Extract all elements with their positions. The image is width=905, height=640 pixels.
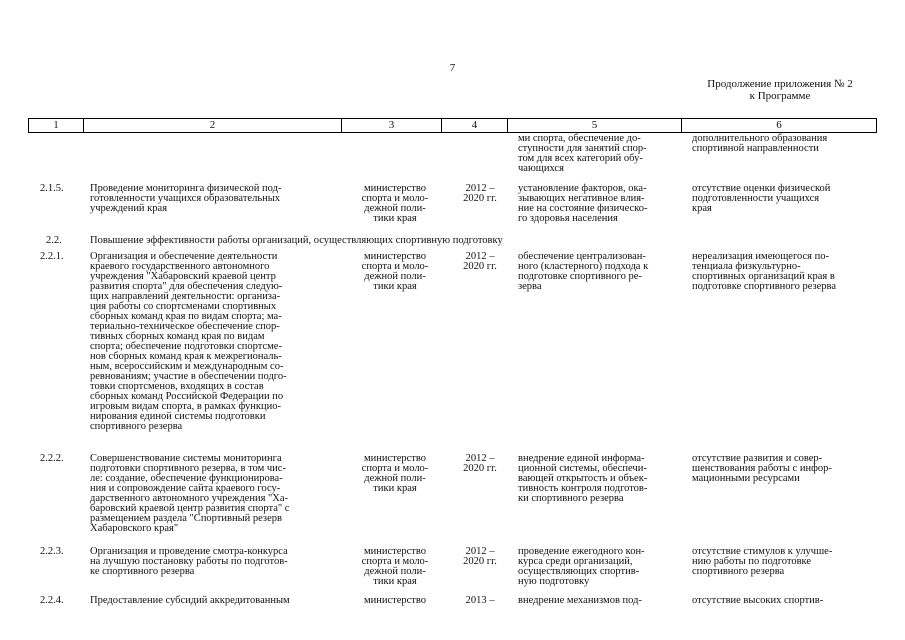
col-header-2: 2: [84, 119, 342, 133]
row-executor: министерство спорта и моло- дежной поли- тики края: [361, 453, 429, 494]
row-consequence: отсутствие развития и совер- шенствования работы с инфор- мационными ресурсами: [692, 453, 832, 484]
page-number: 7: [449, 62, 456, 74]
row-result: проведение ежегодного кон- курса среди организаций, осуществляющих спортив- ную подготовку: [518, 546, 645, 587]
col-header-6: 6: [682, 119, 877, 133]
row-measure: Организация и обеспечение деятельности краевого государственного автономного учреждения "Хабаровский краевой центр развития спорта" для обеспечения следую- щих направлений деятельности: организа- ция работы со спортсменами спортивных сборных команд края по видам спорта; ма- териально-техническое обеспечение спор- тивных сборных команд края по видам спорта; обеспечение подготовки спортсме- нов сборных команд края к межрегиональ- ным, всероссийским и международным со- ревнованиям; участие в обеспечении подго- товки спортсменов, входящих в состав сборных команд Российской Федерации по игровым видам спорта, в рамках функцио- нирования единой системы подготовки спортивного резерва: [90, 251, 287, 432]
col-header-3: 3: [342, 119, 442, 133]
cont-row-result: ми спорта, обеспечение до- ступности для занятий спор- том для всех категорий обу- чающихся: [518, 133, 647, 174]
row-number: 2.2.2.: [40, 453, 64, 464]
row-result: внедрение механизмов под-: [518, 595, 642, 606]
row-executor: министерство спорта и моло- дежной поли- тики края: [361, 546, 429, 587]
row-number: 2.2.3.: [40, 546, 64, 557]
row-result: обеспечение централизован- ного (кластерного) подхода к подготовке спортивного ре- зерва: [518, 251, 649, 292]
row-executor: министерство спорта и моло- дежной поли- тики края: [361, 251, 429, 292]
row-consequence: отсутствие высоких спортив-: [692, 595, 824, 606]
row-measure: Проведение мониторинга физической под- готовленности учащихся образовательных учреждений края: [90, 183, 282, 214]
col-header-5: 5: [508, 119, 682, 133]
row-consequence: нереализация имеющегося по- тенциала физкультурно- спортивных организаций края в подготовке спортивного резерва: [692, 251, 837, 292]
row-period: 2013 –: [465, 595, 495, 606]
section-title: Повышение эффективности работы организаций, осуществляющих спортивную подготовку: [90, 235, 503, 246]
row-number: 2.2.4.: [40, 595, 64, 606]
row-result: установление факторов, ока- зывающих негативное влия- ние на состояние физическо- го здоровья населения: [518, 183, 648, 224]
row-period: 2012 – 2020 гг.: [463, 251, 497, 272]
row-period: 2012 – 2020 гг.: [463, 183, 497, 204]
row-consequence: отсутствие оценки физической подготовленности учащихся края: [692, 183, 831, 214]
row-consequence: отсутствие стимулов к улучше- нию работы по подготовке спортивного резерва: [692, 546, 833, 577]
row-measure: Совершенствование системы мониторинга подготовки спортивного резерва, в том чис- ле: создание, обеспечение функционирова- ния и сопровождение сайта краевого госу- дарственного автономного учреждения "Ха- баровский краевой центр развития спорта" с размещением раздела "Спортивный резерв Хабаровского края": [90, 453, 290, 534]
row-number: 2.2.1.: [40, 251, 64, 262]
column-header-row: [28, 118, 877, 133]
row-measure: Организация и проведение смотра-конкурса на лучшую постановку работы по подготов- ке спортивного резерва: [90, 546, 288, 577]
row-executor: министерство: [363, 595, 427, 606]
row-number: 2.1.5.: [40, 183, 64, 194]
row-measure: Предоставление субсидий аккредитованным: [90, 595, 290, 606]
cont-row-consequence: дополнительного образования спортивной направленности: [692, 133, 828, 154]
section-number: 2.2.: [46, 235, 62, 246]
row-executor: министерство спорта и моло- дежной поли- тики края: [361, 183, 429, 224]
col-header-4: 4: [442, 119, 508, 133]
row-result: внедрение единой информа- ционной системы, обеспечи- вающей открытость и объек- тивность контроля подготов- ки спортивного резерва: [518, 453, 648, 504]
continuation-note: Продолжение приложения № 2 к Программе: [707, 78, 853, 102]
row-period: 2012 – 2020 гг.: [463, 546, 497, 567]
col-header-1: 1: [29, 119, 84, 133]
row-period: 2012 – 2020 гг.: [463, 453, 497, 474]
